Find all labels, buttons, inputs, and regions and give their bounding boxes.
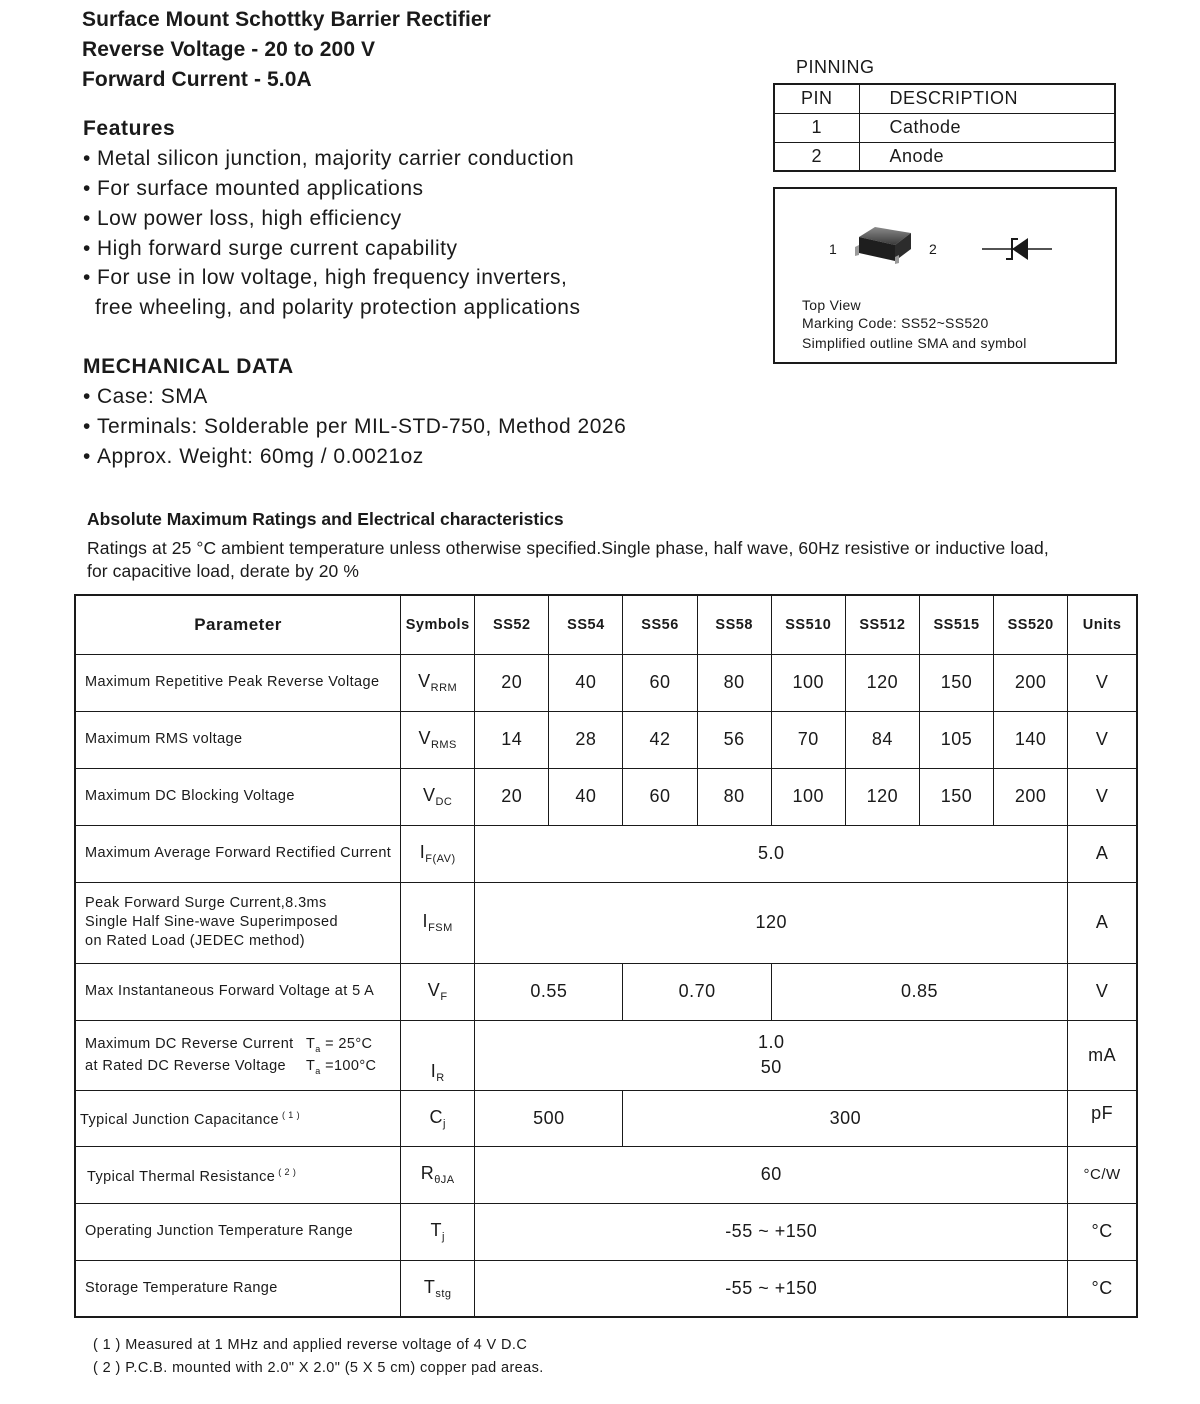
table-row [75,768,1137,825]
ratings-title: Absolute Maximum Ratings and Electrical characteristics [87,509,564,529]
value-cell: 60 [475,1146,1068,1203]
parameter-cell: Maximum Average Forward Rectified Current [75,825,401,882]
value-cell: 20 [475,768,549,825]
footnote-2: ( 2 ) P.C.B. mounted with 2.0" X 2.0" (5 X 5 cm) copper pad areas. [93,1360,544,1376]
value-cell: 40 [549,768,623,825]
pinning-title: PINNING [796,57,875,77]
title-line-3: Forward Current - 5.0A [82,68,312,91]
value-cell: 80 [697,654,771,711]
title-line-1: Surface Mount Schottky Barrier Rectifier [82,8,491,31]
parameter-cell [75,1020,401,1090]
units-header: Units [1068,595,1137,654]
value-cell: 105 [919,711,993,768]
mechanical-item: • Approx. Weight: 60mg / 0.0021oz [83,445,424,468]
marking-code-label: Marking Code: SS52~SS520 [802,315,989,331]
table-row [75,882,1137,963]
features-heading: Features [83,117,176,140]
parameter-line: on Rated Load (JEDEC method) [85,933,305,949]
parameter-line: Single Half Sine-wave Superimposed [85,914,338,930]
pin-description: Anode [859,142,1115,171]
symbol-cell: $T_j$ [401,1203,475,1260]
value-cell: 56 [697,711,771,768]
parameter-line: Maximum DC Reverse Current $T_a = 25^\circ C$ [85,1033,400,1055]
parameter-cell: Typical Junction Capacitance $^{( 1 )}$ [75,1090,401,1146]
symbol-cell: $I_{F(AV)}$ [401,825,475,882]
parameter-cell: Storage Temperature Range [75,1260,401,1317]
pinning-table [773,83,1116,172]
table-header-row [75,595,1137,654]
feature-item: • For surface mounted applications [83,177,424,200]
feature-item: • Metal silicon junction, majority carrier conduction [83,147,575,170]
table-row [75,711,1137,768]
model-header: SS54 [549,595,623,654]
model-header: SS510 [771,595,845,654]
sma-package-icon [853,223,915,265]
value-cell: 84 [845,711,919,768]
unit-cell: V [1068,768,1137,825]
value-cell: 70 [771,711,845,768]
value-cell: 300 [623,1090,1068,1146]
ir-value-100c: 50 [760,1057,782,1077]
mechanical-heading: MECHANICAL DATA [83,355,294,378]
unit-cell: °C [1068,1260,1137,1317]
value-cell: 80 [697,768,771,825]
value-cell: -55 ~ +150 [475,1203,1068,1260]
model-header: SS52 [475,595,549,654]
symbol-cell: $I_R$ [401,1020,475,1090]
unit-cell: pF [1068,1090,1137,1146]
parameter-cell: Maximum DC Blocking Voltage [75,768,401,825]
symbol-cell: $T_{stg}$ [401,1260,475,1317]
pin-header: PIN [774,84,859,113]
symbol-cell: $I_{FSM}$ [401,882,475,963]
ratings-note-line-2: for capacitive load, derate by 20 % [87,561,359,581]
top-view-label: Top View [802,297,861,313]
table-row [75,1146,1137,1203]
diode-symbol-icon [980,233,1054,263]
package-pin2-label: 2 [929,241,937,257]
ir-value-25c: 1.0 [757,1032,785,1052]
unit-cell: V [1068,711,1137,768]
package-pin1-label: 1 [829,241,837,257]
footnote-1: ( 1 ) Measured at 1 MHz and applied reverse voltage of 4 V D.C [93,1337,528,1353]
footnote-ref: ( 2 ) [278,1166,297,1177]
value-cell: 14 [475,711,549,768]
outline-caption: Simplified outline SMA and symbol [802,335,1027,351]
symbol-cell: $V_{RRM}$ [401,654,475,711]
value-cell: 60 [623,768,697,825]
condition-ta-100: $T_a =100^\circ C$ [306,1058,377,1076]
model-header: SS58 [697,595,771,654]
symbol-cell: $C_j$ [401,1090,475,1146]
feature-item: • For use in low voltage, high frequency inverters, [83,266,568,289]
value-cell: 100 [771,768,845,825]
value-cell: 5.0 [475,825,1068,882]
value-cell: 28 [549,711,623,768]
parameter-line: Peak Forward Surge Current,8.3ms [85,895,327,911]
model-header: SS56 [623,595,697,654]
table-row [75,1260,1137,1317]
mechanical-item: • Case: SMA [83,385,208,408]
value-cell: 140 [994,711,1068,768]
pin-description: Cathode [859,113,1115,142]
pin-number: 1 [774,113,859,142]
symbol-cell: $V_F$ [401,963,475,1020]
value-cell: 120 [475,882,1068,963]
condition-ta-25: $T_a = 25^\circ C$ [306,1036,373,1054]
table-row [75,654,1137,711]
value-cell: 60 [623,654,697,711]
table-row [774,113,1115,142]
feature-item-continuation: free wheeling, and polarity protection applications [95,296,581,319]
symbol-cell: $V_{DC}$ [401,768,475,825]
unit-cell: °C [1068,1203,1137,1260]
symbol-cell: $V_{RMS}$ [401,711,475,768]
table-row [75,1090,1137,1146]
pinning-header-row [774,84,1115,113]
value-cell: 0.85 [771,963,1068,1020]
parameter-header: Parameter [75,595,401,654]
value-cell: -55 ~ +150 [475,1260,1068,1317]
electrical-characteristics-table [74,594,1138,1318]
parameter-line: at Rated DC Reverse Voltage $T_a =100^\circ C$ [85,1055,400,1077]
parameter-cell: Maximum RMS voltage [75,711,401,768]
table-row [75,825,1137,882]
symbol-cell: $R_{\theta JA}$ [401,1146,475,1203]
table-row [75,1203,1137,1260]
title-line-2: Reverse Voltage - 20 to 200 V [82,38,376,61]
table-row [774,142,1115,171]
parameter-cell [75,882,401,963]
value-cell: 100 [771,654,845,711]
ratings-note-line-1: Ratings at 25 °C ambient temperature unless otherwise specified.Single phase, half wave, 60Hz resistive or inductive load, [87,538,1049,558]
model-header: SS520 [994,595,1068,654]
model-header: SS512 [845,595,919,654]
model-header: SS515 [919,595,993,654]
symbols-header: Symbols [401,595,475,654]
value-cell: 42 [623,711,697,768]
parameter-cell: Maximum Repetitive Peak Reverse Voltage [75,654,401,711]
value-cell: 20 [475,654,549,711]
footnote-ref: ( 1 ) [282,1110,301,1120]
feature-item: • High forward surge current capability [83,237,458,260]
unit-cell: A [1068,825,1137,882]
value-cell: 150 [919,654,993,711]
description-header: DESCRIPTION [859,84,1115,113]
value-cell: 40 [549,654,623,711]
value-cell [475,1020,1068,1090]
parameter-cell: Typical Thermal Resistance $^{( 2 )}$ [75,1146,401,1203]
feature-item: • Low power loss, high efficiency [83,207,402,230]
unit-cell: V [1068,963,1137,1020]
parameter-cell: Operating Junction Temperature Range [75,1203,401,1260]
mechanical-item: • Terminals: Solderable per MIL-STD-750, Method 2026 [83,415,627,438]
parameter-cell: Max Instantaneous Forward Voltage at 5 A [75,963,401,1020]
value-cell: 200 [994,768,1068,825]
value-cell: 150 [919,768,993,825]
value-cell: 500 [475,1090,623,1146]
unit-cell: °C/W [1068,1146,1137,1203]
unit-cell: mA [1068,1020,1137,1090]
table-row [75,1020,1137,1090]
value-cell: 120 [845,768,919,825]
value-cell: 200 [994,654,1068,711]
value-cell: 0.55 [475,963,623,1020]
pin-number: 2 [774,142,859,171]
table-row [75,963,1137,1020]
value-cell: 0.70 [623,963,771,1020]
value-cell: 120 [845,654,919,711]
unit-cell: V [1068,654,1137,711]
package-outline-box [773,187,1117,364]
unit-cell: A [1068,882,1137,963]
